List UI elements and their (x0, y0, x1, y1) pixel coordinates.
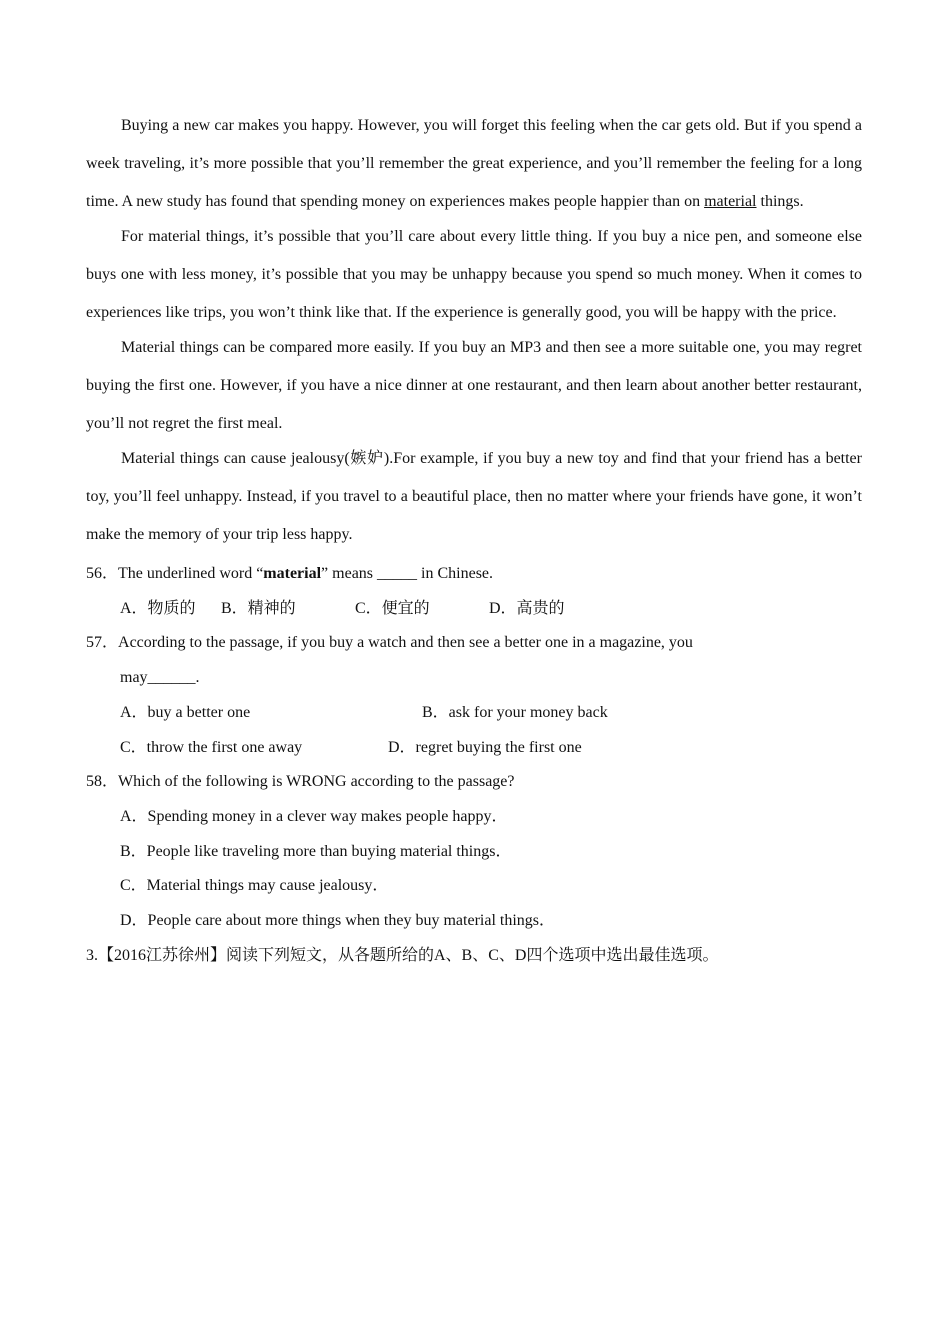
underlined-word: material (704, 193, 757, 210)
question-57-options-row-1 (86, 696, 862, 731)
passage-paragraph-3: Material things can be compared more easily. If you buy an MP3 and then see a more suitable one, you may regret buying the first one. However, if you have a nice dinner at one restaurant, and then learn about another better restaurant, you’ll not regret the first meal. (86, 339, 862, 432)
section-3-instruction: 3.【2016江苏徐州】阅读下列短文，从各题所给的A、B、C、D四个选项中选出最佳选项。 (86, 946, 719, 964)
question-number: 58． (86, 773, 119, 791)
passage-text: things. (756, 193, 804, 210)
question-57-stem (86, 626, 862, 661)
question-text: ” means _____ in Chinese. (321, 565, 494, 582)
question-keyword: material (263, 565, 322, 582)
question-text: Which of the following is WRONG according to the passage? (118, 773, 515, 791)
option-d[interactable]: D．高贵的 (489, 599, 565, 617)
question-text: The underlined word “ (118, 565, 264, 582)
question-57-options-row-2 (86, 731, 862, 766)
passage-text: Buying a new car makes you happy. However, you will forget this feeling when the car gets old. But if you spend a week traveling, it’s more possible that you’ll remember the great experience, and you’ll remember the feeling for a long time. A new study has found that spending money on experiences makes people happier than on (86, 117, 862, 210)
option-d[interactable]: D．People care about more things when they buy material things． (120, 912, 556, 930)
option-b[interactable]: B．精神的 (221, 599, 296, 617)
question-58-stem (86, 765, 862, 800)
option-a[interactable]: A．Spending money in a clever way makes people happy． (120, 807, 508, 825)
option-d[interactable]: D．regret buying the first one (388, 738, 582, 756)
question-56-options (86, 592, 862, 627)
passage-paragraph-1 (86, 107, 862, 221)
passage-paragraph-4: Material things can cause jealousy(嫉妒).For example, if you buy a new toy and find that your friend has a better toy, you’ll feel unhappy. Instead, if you travel to a beautiful place, then no matter where your friends have gone, it won’t make the memory of your trip less happy. (86, 450, 862, 543)
document-page (86, 107, 862, 973)
question-57-stem-continued: may______. (120, 669, 200, 687)
question-list (86, 557, 862, 973)
passage-paragraph-2: For material things, it’s possible that you’ll care about every little thing. If you buy a nice pen, and someone else buys one with less money, it’s possible that you may be unhappy because you spend so much money. When it comes to experiences like trips, you won’t think like that. If the experience is generally good, you will be happy with the price. (86, 228, 862, 321)
option-a[interactable]: A．buy a better one (120, 703, 251, 721)
option-b[interactable]: B．People like traveling more than buying material things． (120, 842, 512, 860)
question-number: 57． (86, 634, 119, 652)
option-c[interactable]: C．便宜的 (355, 599, 430, 617)
question-56-stem (86, 557, 862, 592)
option-c[interactable]: C．throw the first one away (120, 738, 303, 756)
question-number: 56． (86, 565, 119, 582)
option-c[interactable]: C．Material things may cause jealousy． (120, 877, 389, 895)
option-a[interactable]: A．物质的 (120, 599, 196, 617)
option-b[interactable]: B．ask for your money back (422, 703, 608, 721)
question-text: According to the passage, if you buy a watch and then see a better one in a magazine, you (118, 634, 693, 652)
